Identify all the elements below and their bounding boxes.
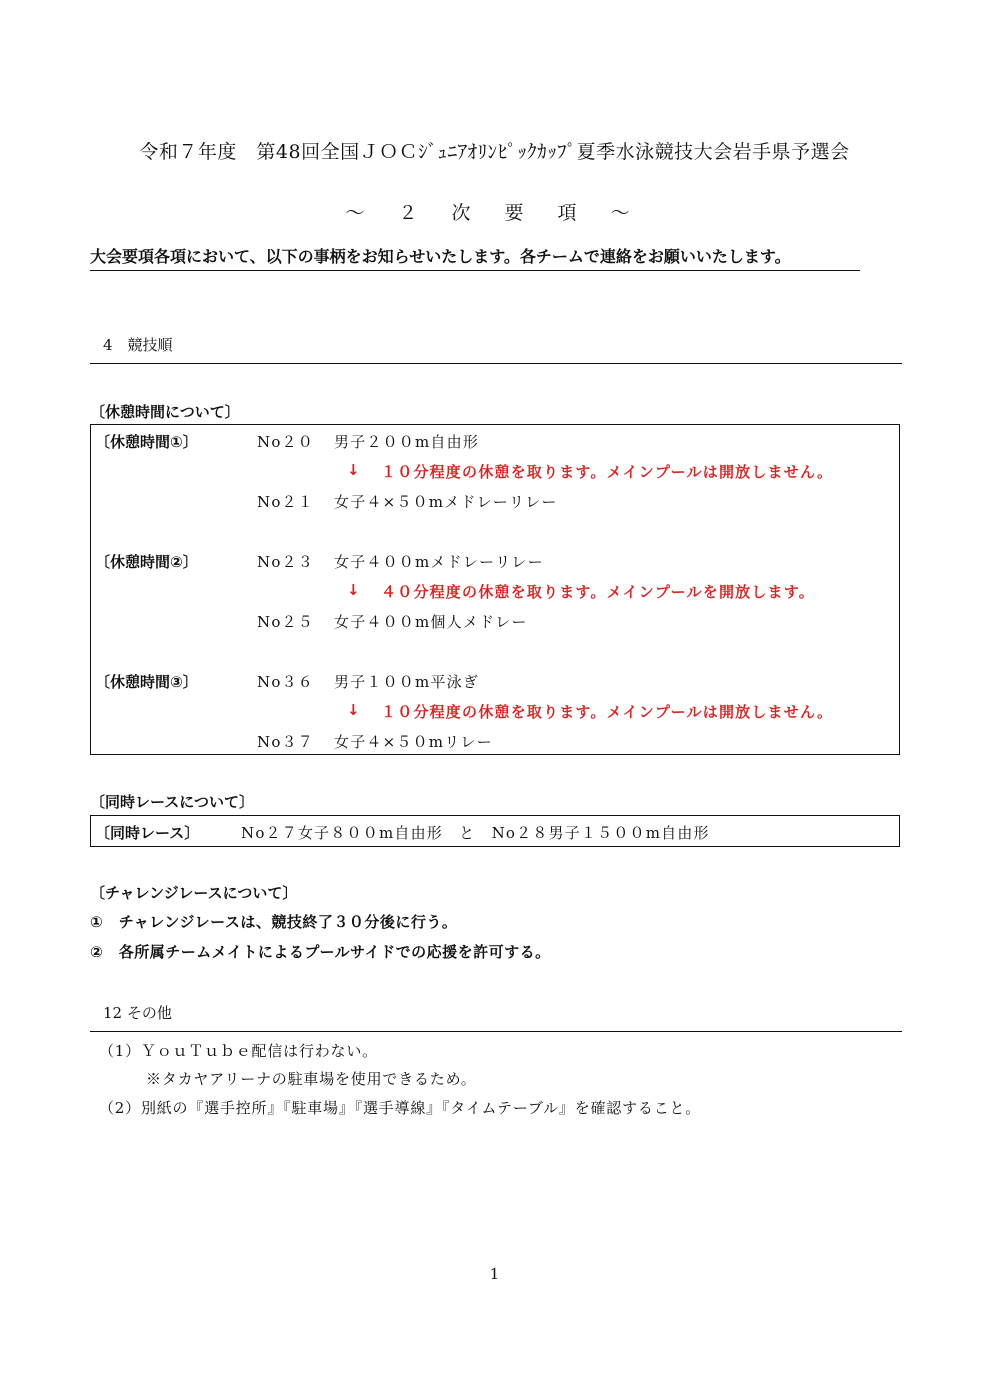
section-12-heading: 12 その他 bbox=[103, 1004, 172, 1022]
rest-block-2-note: ４０分程度の休憩を取ります。メインプールを開放します。 bbox=[381, 583, 815, 601]
rest-block-1-label: 〔休憩時間①〕 bbox=[95, 433, 198, 451]
rest-block-2-before-event: 女子４００mメドレーリレー bbox=[334, 553, 544, 571]
simultaneous-label: 〔同時レース〕 bbox=[95, 824, 200, 842]
rest-block-3-after-no: No３７ bbox=[257, 733, 314, 751]
rest-block-1-after-no: No２１ bbox=[257, 493, 314, 511]
rest-block-1-after-event: 女子４×５０mメドレーリレー bbox=[334, 493, 558, 511]
rest-block-3-arrow: ↓ bbox=[347, 701, 361, 719]
rest-block-1-arrow: ↓ bbox=[347, 461, 361, 479]
simultaneous-box bbox=[90, 815, 900, 847]
rest-schedule-box bbox=[90, 424, 900, 755]
rest-block-2-arrow: ↓ bbox=[347, 581, 361, 599]
challenge-item-1: ① チャレンジレースは、競技終了３０分後に行う。 bbox=[90, 913, 458, 931]
rest-block-2-after-event: 女子４００m個人メドレー bbox=[334, 613, 528, 631]
rest-block-3-label: 〔休憩時間③〕 bbox=[95, 673, 198, 691]
notice-text: 大会要項各項において、以下の事柄をお知らせいたします。各チームで連絡をお願いいたします。 bbox=[90, 244, 860, 271]
challenge-item-2: ② 各所属チームメイトによるプールサイドでの応援を許可する。 bbox=[90, 943, 551, 961]
section-4-heading: 4 競技順 bbox=[103, 336, 173, 354]
rest-block-2-before-no: No２３ bbox=[257, 553, 314, 571]
rest-block-3-note: １０分程度の休憩を取ります。メインプールは開放しません。 bbox=[381, 703, 834, 721]
rest-block-2-label: 〔休憩時間②〕 bbox=[95, 553, 198, 571]
document-title: 令和７年度 第48回全国ＪＯＣｼﾞｭﾆｱｵﾘﾝﾋﾟｯｸｶｯﾌﾟ夏季水泳競技大会岩手県予選会 bbox=[139, 141, 850, 163]
other-item-1: （1）ＹｏｕＴｕｂｅ配信は行わない。 bbox=[99, 1042, 378, 1060]
rest-block-3-before-no: No３６ bbox=[257, 673, 314, 691]
rest-block-1-before-no: No２０ bbox=[257, 433, 314, 451]
document-subtitle: ～ ２ 次 要 項 ～ bbox=[345, 202, 644, 224]
rest-block-3-after-event: 女子４×５０mリレー bbox=[334, 733, 493, 751]
page-number: 1 bbox=[489, 1265, 500, 1283]
other-item-2: （2）別紙の『選手控所』『駐車場』『選手導線』『タイムテーブル』を確認すること。 bbox=[99, 1099, 702, 1117]
other-item-1-note: ※タカヤアリーナの駐車場を使用できるため。 bbox=[146, 1070, 477, 1088]
rest-block-2-after-no: No２５ bbox=[257, 613, 314, 631]
section-4-rule bbox=[90, 363, 902, 364]
rest-block-1-before-event: 男子２００m自由形 bbox=[334, 433, 480, 451]
rest-heading: 〔休憩時間について〕 bbox=[90, 403, 240, 421]
simultaneous-heading: 〔同時レースについて〕 bbox=[90, 793, 254, 811]
rest-block-3-before-event: 男子１００m平泳ぎ bbox=[334, 673, 480, 691]
rest-block-1-note: １０分程度の休憩を取ります。メインプールは開放しません。 bbox=[381, 463, 834, 481]
simultaneous-text: No２７女子８００m自由形 と No２８男子１５００m自由形 bbox=[241, 824, 710, 842]
section-12-rule bbox=[90, 1031, 902, 1032]
challenge-heading: 〔チャレンジレースについて〕 bbox=[90, 884, 298, 902]
